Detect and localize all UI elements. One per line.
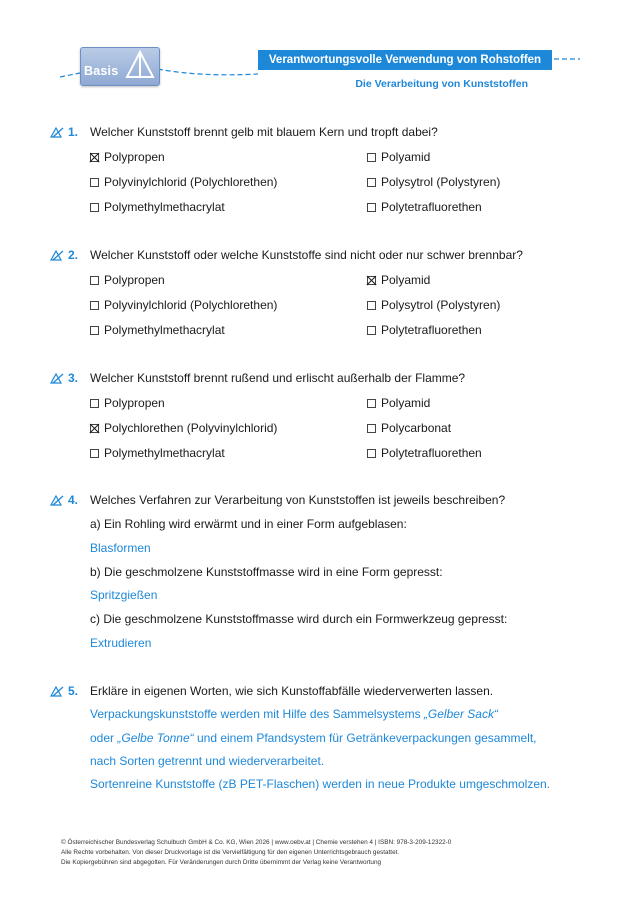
checkbox-icon[interactable] (367, 424, 376, 433)
option-checkbox[interactable]: Polytetrafluorethen (367, 200, 482, 214)
checkbox-icon[interactable] (90, 326, 99, 335)
page-title: Verantwortungsvolle Verwendung von Rohstoffen (258, 50, 552, 70)
checkbox-icon[interactable] (367, 153, 376, 162)
option-checkbox[interactable]: Polyamid (367, 396, 430, 410)
checkbox-icon[interactable] (90, 203, 99, 212)
option-checkbox[interactable]: Polypropen (90, 396, 165, 410)
question-text: Welcher Kunststoff brennt rußend und erlischt außerhalb der Flamme? (90, 371, 466, 385)
question-number: 1. (68, 125, 79, 139)
checkbox-checked-icon[interactable] (90, 153, 99, 162)
triangle-pen-icon (50, 372, 64, 384)
subquestion-prompt: b) Die geschmolzene Kunststoffmasse wird in eine Form gepresst: (90, 565, 443, 579)
question-number: 4. (68, 493, 79, 507)
option-checkbox[interactable]: Polymethylmethacrylat (90, 446, 225, 460)
option-checkbox[interactable]: Polysytrol (Polystyren) (367, 175, 500, 189)
answer-line[interactable]: Verpackungskunststoffe werden mit Hilfe des Sammelsystems „Gelber Sack“ (90, 707, 498, 721)
option-checkbox[interactable]: Polysytrol (Polystyren) (367, 298, 500, 312)
answer-line[interactable]: nach Sorten getrennt und wiederverarbeitet. (90, 754, 325, 768)
option-checkbox[interactable]: Polyvinylchlorid (Polychlorethen) (90, 175, 277, 189)
checkbox-icon[interactable] (367, 301, 376, 310)
subquestion-prompt: a) Ein Rohling wird erwärmt und in einer Form aufgeblasen: (90, 517, 407, 531)
checkbox-icon[interactable] (367, 449, 376, 458)
footer-rights: Alle Rechte vorbehalten. Von dieser Druckvorlage ist die Vervielfältigung für den eigenen Unterrichtsgebrauch gestattet. (61, 849, 400, 856)
checkbox-icon[interactable] (90, 449, 99, 458)
triangle-pen-icon (50, 126, 64, 138)
question-number: 3. (68, 371, 79, 385)
question-text: Welcher Kunststoff brennt gelb mit blauem Kern und tropft dabei? (90, 125, 438, 139)
option-checkbox[interactable]: Polyvinylchlorid (Polychlorethen) (90, 298, 277, 312)
answer-text[interactable]: Blasformen (90, 541, 151, 555)
checkbox-icon[interactable] (367, 178, 376, 187)
checkbox-icon[interactable] (90, 178, 99, 187)
checkbox-checked-icon[interactable] (90, 424, 99, 433)
triangle-pen-icon (50, 685, 64, 697)
triangle-pen-icon (50, 249, 64, 261)
option-checkbox[interactable]: Polycarbonat (367, 421, 451, 435)
answer-line[interactable]: Sortenreine Kunststoffe (zB PET-Flaschen) werden in neue Produkte umgeschmolzen. (90, 777, 551, 791)
option-checkbox[interactable]: Polychlorethen (Polyvinylchlorid) (90, 421, 277, 435)
answer-text[interactable]: Extrudieren (90, 636, 152, 650)
question-number: 5. (68, 684, 79, 698)
option-checkbox[interactable]: Polypropen (90, 273, 165, 287)
option-checkbox[interactable]: Polymethylmethacrylat (90, 323, 225, 337)
option-checkbox[interactable]: Polytetrafluorethen (367, 446, 482, 460)
option-checkbox[interactable]: Polyamid (367, 273, 430, 287)
answer-line[interactable]: oder „Gelbe Tonne“ und einem Pfandsystem für Getränkeverpackungen gesammelt, (90, 731, 537, 745)
checkbox-checked-icon[interactable] (367, 276, 376, 285)
question-text: Welcher Kunststoff oder welche Kunststoffe sind nicht oder nur schwer brennbar? (90, 248, 523, 262)
option-checkbox[interactable]: Polytetrafluorethen (367, 323, 482, 337)
option-checkbox[interactable]: Polymethylmethacrylat (90, 200, 225, 214)
footer-copyright: © Österreichischer Bundesverlag Schulbuch GmbH & Co. KG, Wien 2026 | www.oebv.at | Chemie verstehen 4 | ISBN: 978-3-209-12322-0 (61, 839, 452, 846)
checkbox-icon[interactable] (90, 301, 99, 310)
question-text: Welches Verfahren zur Verarbeitung von Kunststoffen ist jeweils beschreiben? (90, 493, 506, 507)
subquestion-prompt: c) Die geschmolzene Kunststoffmasse wird durch ein Formwerkzeug gepresst: (90, 612, 508, 626)
checkbox-icon[interactable] (367, 326, 376, 335)
checkbox-icon[interactable] (367, 399, 376, 408)
question-text: Erkläre in eigenen Worten, wie sich Kunstoffabfälle wiederverwerten lassen. (90, 684, 494, 698)
option-checkbox[interactable]: Polypropen (90, 150, 165, 164)
logo-label: Basis (84, 64, 119, 78)
answer-text[interactable]: Spritzgießen (90, 588, 158, 602)
question-number: 2. (68, 248, 79, 262)
checkbox-icon[interactable] (90, 399, 99, 408)
page-subtitle: Die Verarbeitung von Kunststoffen (355, 78, 528, 90)
triangle-icon (125, 50, 155, 80)
footer-disclaimer: Die Kopiergebühren sind abgegolten. Für Veränderungen durch Dritte übernimmt der Verlag keine Verantwortung (61, 859, 382, 866)
checkbox-icon[interactable] (90, 276, 99, 285)
triangle-pen-icon (50, 494, 64, 506)
option-checkbox[interactable]: Polyamid (367, 150, 430, 164)
checkbox-icon[interactable] (367, 203, 376, 212)
